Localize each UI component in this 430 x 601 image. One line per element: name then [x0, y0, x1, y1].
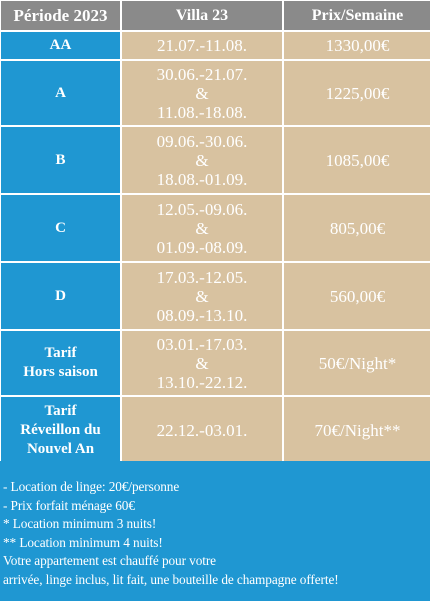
date-range: 22.12.-03.01.	[156, 420, 248, 440]
date-range: 21.07.-11.08.	[156, 36, 248, 55]
period-label: AA	[49, 37, 72, 53]
period-cell	[1, 32, 122, 61]
date-range: 13.10.-22.12.	[156, 372, 248, 392]
date-range: 30.06.-21.07.	[156, 64, 248, 84]
price-cell: 1330,00€	[284, 32, 430, 61]
date-separator: &	[195, 83, 209, 103]
dates-cell	[122, 331, 284, 397]
table-row	[1, 331, 430, 397]
date-range: 17.03.-12.05.	[156, 267, 248, 287]
header-price: Prix/Semaine	[284, 1, 430, 32]
date-separator: &	[195, 353, 209, 373]
period-label: Tarif	[44, 402, 77, 419]
period-cell	[1, 263, 122, 331]
note-line: ** Location minimum 4 nuits!	[3, 534, 163, 550]
header-period: Période 2023	[1, 1, 122, 32]
table-row	[1, 195, 430, 263]
date-range: 11.08.-18.08.	[156, 102, 248, 122]
note-line: - Location de linge: 20€/personne	[3, 479, 180, 494]
note-line: * Location minimum 3 nuits!	[3, 516, 157, 531]
header-villa: Villa 23	[122, 1, 284, 32]
period-cell	[1, 127, 122, 195]
dates-cell	[122, 127, 284, 195]
date-range: 01.09.-08.09.	[156, 237, 248, 257]
period-label: D	[55, 287, 66, 304]
note-line: arrivée, linge inclus, lit fait, une bouteille de champagne offerte!	[3, 571, 339, 587]
period-cell	[1, 397, 122, 465]
period-label: Hors saison	[23, 364, 98, 380]
table-row	[1, 61, 430, 127]
price-cell: 805,00€	[284, 195, 430, 263]
price-cell: 1225,00€	[284, 61, 430, 127]
date-separator: &	[195, 218, 209, 238]
period-label: A	[55, 84, 66, 101]
period-cell	[1, 195, 122, 263]
date-separator: &	[195, 286, 209, 306]
period-cell	[1, 61, 122, 127]
note-line: - Prix forfait ménage 60€	[3, 497, 135, 513]
period-label: Réveillon du	[20, 421, 101, 438]
price-cell: 50€/Night*	[284, 331, 430, 397]
notes-panel	[0, 461, 430, 601]
table-row	[1, 32, 430, 61]
dates-cell	[122, 32, 284, 61]
table-row	[1, 397, 430, 465]
price-cell: 70€/Night**	[284, 397, 430, 465]
period-label: B	[55, 151, 66, 168]
table-header-row	[1, 1, 430, 32]
dates-cell	[122, 61, 284, 127]
date-range: 18.08.-01.09.	[156, 169, 248, 189]
dates-cell	[122, 397, 284, 465]
table-row	[1, 263, 430, 331]
dates-cell	[122, 263, 284, 331]
price-cell: 560,00€	[284, 263, 430, 331]
dates-cell	[122, 195, 284, 263]
date-range: 12.05.-09.06.	[156, 199, 248, 219]
table-row	[1, 127, 430, 195]
period-label: C	[55, 219, 66, 236]
date-range: 09.06.-30.06.	[156, 131, 248, 151]
period-label: Nouvel An	[26, 440, 95, 457]
date-range: 03.01.-17.03.	[156, 334, 248, 354]
period-cell	[1, 331, 122, 397]
price-cell: 1085,00€	[284, 127, 430, 195]
date-separator: &	[195, 150, 209, 170]
period-label: Tarif	[44, 345, 77, 361]
date-range: 08.09.-13.10.	[156, 305, 248, 325]
note-line: Votre appartement est chauffé pour votre	[3, 553, 216, 568]
